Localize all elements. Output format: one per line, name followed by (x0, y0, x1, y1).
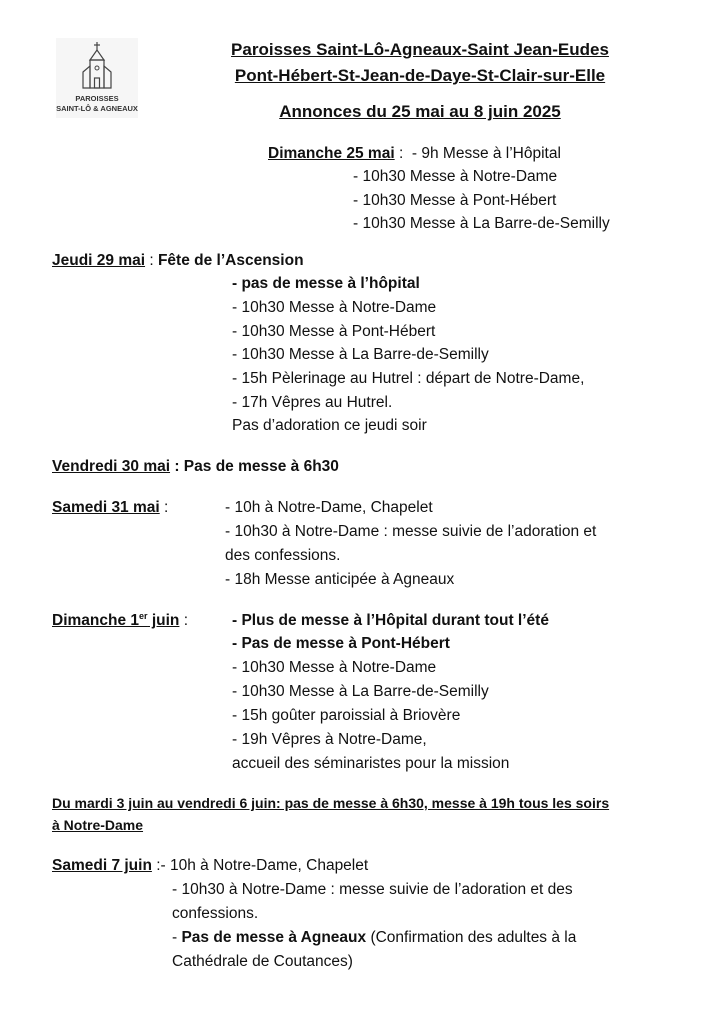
header-parishes: Paroisses Saint-Lô-Agneaux-Saint Jean-Eudes (231, 40, 609, 59)
logo-text-line1: PAROISSES (75, 94, 119, 103)
announcement-item: - 15h Pèlerinage au Hutrel : départ de Notre-Dame, (232, 370, 585, 387)
announcement-item: - 10h30 à Notre-Dame : messe suivie de l’adoration et des (172, 881, 573, 898)
samedi7-item4 (172, 926, 576, 950)
samedi31-heading (52, 496, 168, 520)
page-title: Annonces du 25 mai au 8 juin 2025 (279, 102, 561, 121)
day-label-month: juin (147, 612, 180, 629)
dimanche1-heading (52, 609, 188, 633)
announcement-item: Cathédrale de Coutances) (172, 953, 353, 970)
weekday-notice-line2: à Notre-Dame (52, 817, 144, 833)
dimanche25-line1 (268, 142, 561, 166)
parish-logo (56, 38, 138, 118)
header-parishes-2: Pont-Hébert-St-Jean-de-Daye-St-Clair-sur-Elle (234, 66, 606, 85)
announcement-item: - 10h30 Messe à La Barre-de-Semilly (232, 346, 489, 363)
announcement-item: - Plus de messe à l’Hôpital durant tout l’été (232, 612, 549, 629)
announcement-bold: Pas de messe à Agneaux (181, 929, 367, 946)
announcement-item: - 9h Messe à l’Hôpital (411, 145, 561, 162)
samedi7-line1 (52, 854, 368, 878)
announcement-item: - 15h goûter paroissial à Briovère (232, 707, 461, 724)
announcement-item: - 10h30 Messe à Notre-Dame (353, 168, 558, 185)
announcement-item: - Pas de messe à Pont-Hébert (232, 635, 450, 652)
day-label (52, 612, 179, 629)
logo-text-line2: SAINT-LÔ & AGNEAUX (56, 104, 138, 113)
church-icon (56, 38, 138, 94)
separator: : (179, 612, 189, 629)
vendredi30-line (52, 455, 339, 479)
dash: - (172, 929, 182, 946)
announcement-item: - 10h à Notre-Dame, Chapelet (225, 499, 433, 516)
day-label-text: Dimanche 1 (52, 612, 140, 629)
day-label: Samedi 7 juin (52, 857, 152, 874)
separator: : (394, 145, 412, 162)
feast-title: Fête de l’Ascension (157, 252, 304, 269)
announcement-item: confessions. (172, 905, 259, 922)
separator: : (145, 252, 158, 269)
announcement-item: - 10h30 Messe à Notre-Dame (232, 659, 437, 676)
announcement-item: accueil des séminaristes pour la mission (232, 755, 510, 772)
announcement-item: - 10h à Notre-Dame, Chapelet (160, 857, 369, 874)
announcement-text: : Pas de messe à 6h30 (170, 458, 339, 475)
announcement-item: - 10h30 Messe à La Barre-de-Semilly (232, 683, 489, 700)
announcement-item: - 17h Vêpres au Hutrel. (232, 394, 393, 411)
ordinal-suffix: er (139, 610, 148, 621)
announcement-item: Pas d’adoration ce jeudi soir (232, 417, 427, 434)
day-label: Vendredi 30 mai (52, 458, 171, 475)
day-label: Dimanche 25 mai (268, 145, 395, 162)
announcement-item: - 10h30 Messe à Pont-Hébert (353, 192, 557, 209)
jeudi29-heading (52, 249, 304, 273)
announcement-item: - 10h30 Messe à Pont-Hébert (232, 323, 436, 340)
day-label: Jeudi 29 mai (52, 252, 146, 269)
announcement-item: des confessions. (225, 547, 341, 564)
announcement-item: - 10h30 à Notre-Dame : messe suivie de l’adoration et (225, 523, 597, 540)
separator: : (151, 857, 161, 874)
announcement-item: - 10h30 Messe à La Barre-de-Semilly (353, 215, 610, 232)
announcement-item: - 18h Messe anticipée à Agneaux (225, 571, 455, 588)
day-label: Samedi 31 mai (52, 499, 160, 516)
announcement-item: (Confirmation des adultes à la (366, 929, 577, 946)
announcement-item: - 19h Vêpres à Notre-Dame, (232, 731, 427, 748)
announcement-item: - pas de messe à l’hôpital (232, 275, 420, 292)
weekday-notice-line1: Du mardi 3 juin au vendredi 6 juin: pas de messe à 6h30, messe à 19h tous les soirs (52, 795, 610, 811)
announcement-item: - 10h30 Messe à Notre-Dame (232, 299, 437, 316)
separator: : (159, 499, 169, 516)
